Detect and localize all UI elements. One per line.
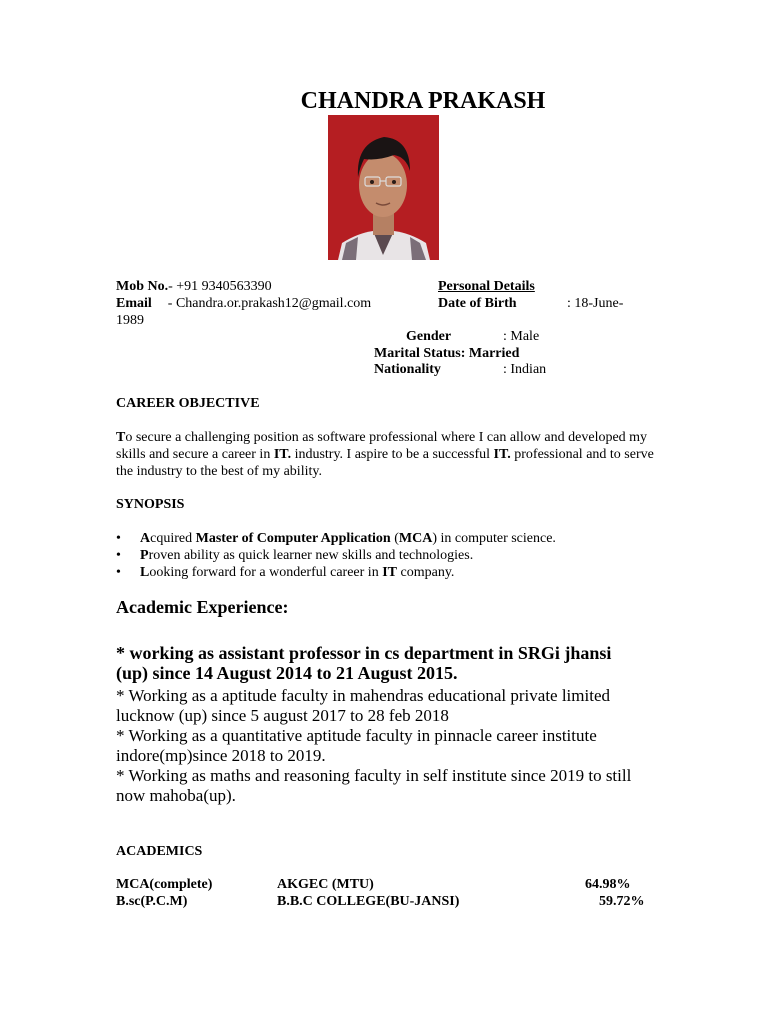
academic-experience-list: [116, 686, 646, 806]
career-first-letter: T: [116, 430, 126, 445]
item-bold: IT: [382, 565, 397, 580]
marital-status: Marital Status: Married: [374, 346, 520, 361]
dob-continuation: 1989: [116, 313, 144, 328]
table-row-degree: B.sc(P.C.M): [116, 894, 188, 909]
item-text: cquired: [150, 531, 196, 546]
career-bold-2: IT.: [493, 447, 511, 462]
item-bold: Master of Computer Application: [195, 531, 391, 546]
dob-label: Date of Birth: [438, 296, 517, 311]
list-item: * Working as a aptitude faculty in mahendras educational private limited lucknow (up) since 5 august 2017 to 28 feb 2018: [116, 686, 610, 725]
nationality-value: : Indian: [503, 362, 547, 377]
table-row-college: AKGEC (MTU): [277, 877, 374, 892]
table-row-score: 59.72%: [599, 894, 645, 909]
item-first-letter: P: [140, 548, 149, 563]
academic-experience-heading: Academic Experience:: [116, 597, 289, 617]
email-label: Email: [116, 296, 152, 311]
academic-experience-lead: * working as assistant professor in cs department in SRGi jhansi (up) since 14 August 2014 to 21 August 2015.: [116, 643, 612, 683]
item-text-post: ) in computer science.: [432, 531, 556, 546]
item-first-letter: A: [140, 531, 151, 546]
personal-details-heading: Personal Details: [438, 279, 535, 294]
career-text-1: o secure a challenging position as software professional where I can allow and developed my skills and secure a career in: [116, 430, 648, 462]
list-item: [116, 547, 556, 564]
item-text-mid: (: [390, 531, 399, 546]
mobile-label: Mob No.: [116, 279, 169, 294]
table-row-college: B.B.C COLLEGE(BU-JANSI): [277, 894, 460, 909]
email-line: [116, 295, 371, 312]
resume-name: CHANDRA PRAKASH: [300, 88, 546, 114]
item-text-mid: company.: [397, 565, 455, 580]
gender-value: : Male: [503, 329, 540, 344]
item-text: roven ability as quick learner new skills and technologies.: [148, 548, 474, 563]
career-objective-text: [116, 429, 656, 480]
table-row-score: 64.98%: [585, 877, 631, 892]
gender-label: Gender: [406, 329, 452, 344]
list-item: * Working as maths and reasoning faculty in self institute since 2019 to still now mahoba(up).: [116, 766, 632, 805]
person-portrait-image: [328, 115, 439, 260]
list-item: * Working as a quantitative aptitude faculty in pinnacle career institute indore(mp)since 2018 to 2019.: [116, 726, 597, 765]
career-text-3: professional and to serve the industry to the best of my ability.: [116, 447, 654, 479]
dob-value: : 18-June-: [567, 296, 624, 311]
bullet-icon: •: [116, 548, 121, 563]
career-objective-heading: CAREER OBJECTIVE: [116, 396, 260, 411]
mobile-value: - +91 9340563390: [168, 279, 272, 294]
item-bold-2: MCA: [398, 531, 433, 546]
bullet-icon: •: [116, 565, 121, 580]
synopsis-heading: SYNOPSIS: [116, 497, 185, 512]
item-first-letter: L: [140, 565, 150, 580]
list-item: [116, 564, 556, 581]
career-bold-1: IT.: [273, 447, 292, 462]
email-value: - Chandra.or.prakash12@gmail.com: [167, 296, 372, 311]
bullet-icon: •: [116, 531, 121, 546]
table-row-degree: MCA(complete): [116, 877, 213, 892]
academics-heading: ACADEMICS: [116, 844, 203, 859]
item-text: ooking forward for a wonderful career in: [149, 565, 383, 580]
synopsis-list: [116, 530, 556, 581]
list-item: [116, 530, 556, 547]
profile-photo: [328, 115, 439, 260]
career-text-2: industry. I aspire to be a successful: [291, 447, 494, 462]
mobile-line: [116, 278, 272, 295]
nationality-label: Nationality: [374, 362, 441, 377]
